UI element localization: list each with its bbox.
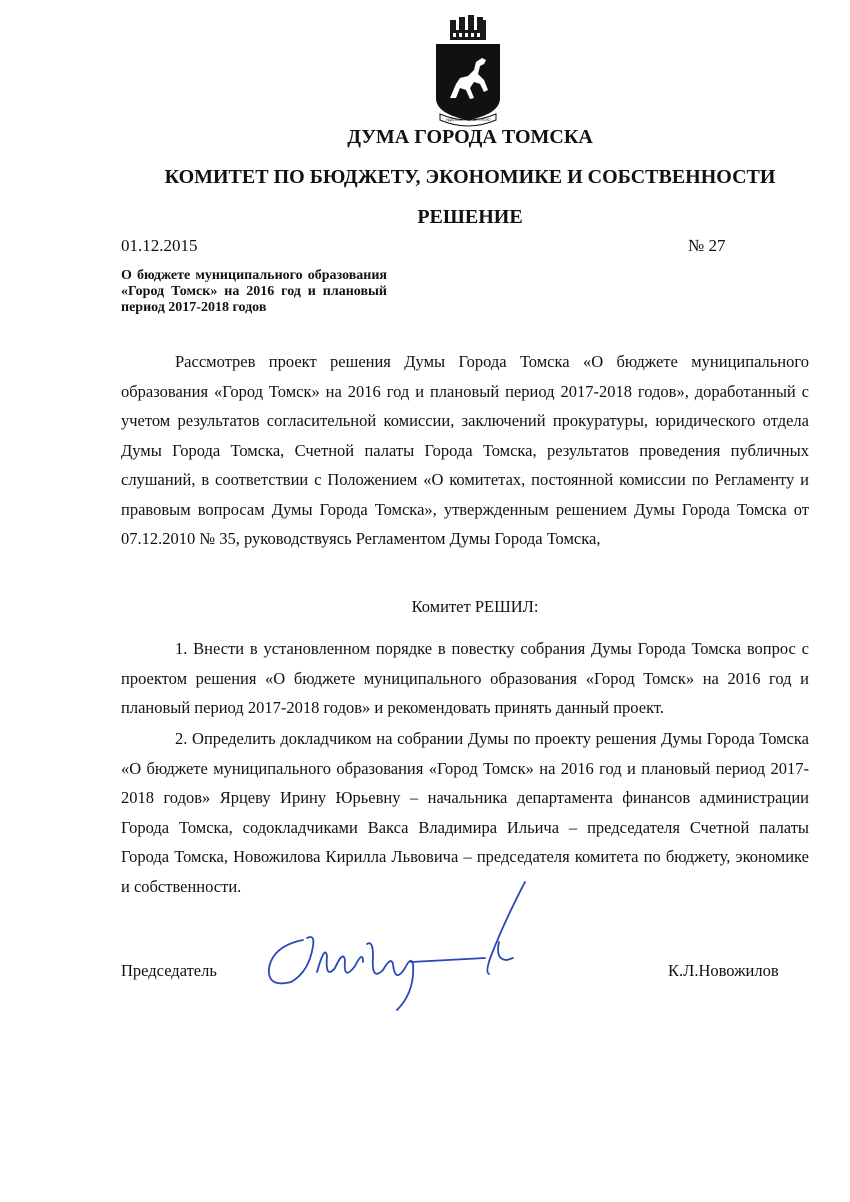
chairman-name: К.Л.Новожилов [668,961,779,980]
organization-title: ДУМА ГОРОДА ТОМСКА [347,126,593,148]
document-number: № 27 [688,236,726,255]
decision-item-1: 1. Внести в установленном порядке в повестку собрания Думы Города Томска вопрос с проектом решения «О бюджете муниципального образования «Город Томск» на 2016 год и плановый период 2017-2018 годов» и рекомендовать принять данный проект. [121,639,809,717]
svg-text:УДАЛОЮ + ЗАВЕТНОЮ: УДАЛОЮ + ЗАВЕТНОЮ [445,117,491,122]
document-date: 01.12.2015 [121,236,198,255]
handwritten-signature [255,860,535,1020]
chairman-label: Председатель [121,961,217,980]
decision-item-2: 2. Определить докладчиком на собрании Думы по проекту решения Думы Города Томска «О бюджете муниципального образования «Город Томск» на 2016 год и плановый период 2017-2018 годов» Ярцеву Ирину Юрьевну – начальника департамента финансов администрации Города Томска, содокладчиками Вакса Владимира Ильича – председателя Счетной палаты Города Томска, Новожилова Кирилла Львовича – председателя комитета по бюджету, экономике и собственности. [121,729,809,896]
tomsk-coat-of-arms-icon [430,14,506,130]
committee-title: КОМИТЕТ ПО БЮДЖЕТУ, ЭКОНОМИКЕ И СОБСТВЕННОСТИ [164,166,776,188]
preamble-paragraph: Рассмотрев проект решения Думы Города Томска «О бюджете муниципального образования «Город Томск» на 2016 год и плановый период 2017-2018 годов», доработанный с учетом результатов согласительной комиссии, заключений прокуратуры, юридического отдела Думы Города Томска, Счетной палаты Города Томска, результатов проведения публичных слушаний, в соответствии с Положением «О комитетах, постоянной комиссии по Регламенту и правовым вопросам Думы Города Томска», утвержденным решением Думы Города Томска от 07.12.2010 № 35, руководствуясь Регламентом Думы Города Томска, [121,352,809,548]
document-type-title: РЕШЕНИЕ [417,206,523,228]
decided-heading: Комитет РЕШИЛ: [411,597,539,616]
signature-strokes [269,882,525,1010]
document-subject: О бюджете муниципального образования «Город Томск» на 2016 год и плановый период 2017-2018 годов [121,268,387,315]
